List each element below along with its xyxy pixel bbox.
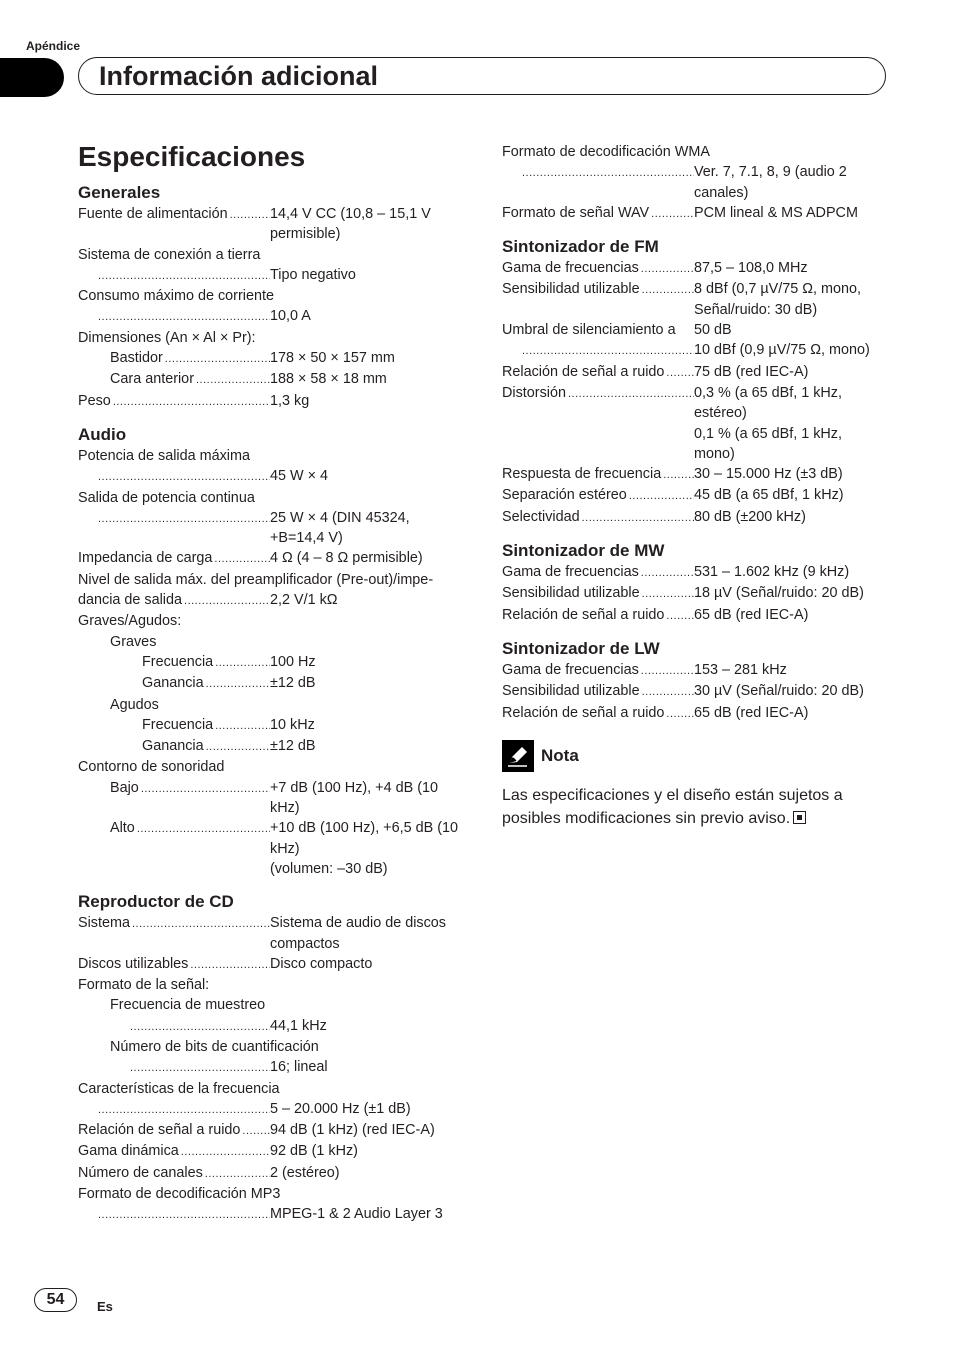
- spec-row: [502, 258, 884, 279]
- end-of-section-icon: [793, 811, 806, 824]
- spec-row: [502, 362, 884, 383]
- note-text: [502, 784, 884, 830]
- section-tab: [0, 58, 64, 97]
- spec-row: [502, 703, 884, 724]
- spec-value: 178 × 50 × 157 mm: [270, 350, 395, 367]
- spec-label: Frecuencia: [142, 716, 214, 733]
- spec-value: 153 – 281 kHz: [694, 661, 787, 678]
- spec-row: [78, 204, 460, 245]
- note-header: [502, 740, 884, 772]
- spec-label: Separación estéreo: [502, 487, 627, 504]
- cd-section: [78, 891, 460, 1225]
- spec-label: Bastidor: [110, 350, 163, 367]
- spec-label: Frecuencia de muestreo: [110, 997, 266, 1014]
- spec-value: 531 – 1.602 kHz (9 kHz): [694, 564, 850, 581]
- spec-row: [502, 320, 884, 340]
- spec-label: Alto: [110, 820, 135, 837]
- spec-row: [502, 681, 884, 702]
- spec-row: [502, 507, 884, 528]
- spec-value: Sistema de audio de discos compactos: [270, 915, 446, 952]
- spec-row: [78, 1016, 460, 1037]
- spec-label: Frecuencia: [142, 653, 214, 670]
- spec-value: 65 dB (red IEC-A): [694, 704, 809, 721]
- spec-label: Respuesta de frecuencia: [502, 466, 662, 483]
- spec-value: Disco compacto: [270, 955, 373, 972]
- spec-label: Impedancia de carga: [78, 550, 213, 567]
- spec-label: Relación de señal a ruido: [502, 704, 665, 721]
- spec-row: [502, 279, 884, 320]
- spec-value: 44,1 kHz: [270, 1017, 327, 1034]
- spec-value: 75 dB (red IEC-A): [694, 363, 809, 380]
- spec-row: [78, 466, 460, 487]
- spec-value: 80 dB (±200 kHz): [694, 508, 806, 525]
- spec-row: [78, 548, 460, 569]
- spec-label: Bajo: [110, 779, 139, 796]
- section-heading: Sintonizador de FM: [502, 237, 659, 257]
- spec-value: 65 dB (red IEC-A): [694, 606, 809, 623]
- spec-value: 5 – 20.000 Hz (±1 dB): [270, 1100, 411, 1117]
- spec-row: [78, 673, 460, 694]
- spec-label: Sistema: [78, 915, 130, 932]
- spec-label: Selectividad: [502, 508, 580, 525]
- fm-section: [502, 236, 884, 528]
- spec-label: Características de la frecuencia: [78, 1080, 280, 1097]
- spec-label: Gama de frecuencias: [502, 260, 639, 277]
- note-title: Nota: [541, 745, 579, 765]
- spec-value: 1,3 kg: [270, 392, 310, 409]
- spec-row: [78, 652, 460, 673]
- spec-value: Tipo negativo: [270, 266, 356, 283]
- spec-row: [78, 715, 460, 736]
- spec-value: MPEG-1 & 2 Audio Layer 3: [270, 1206, 443, 1223]
- spec-label: Potencia de salida máxima: [78, 447, 250, 464]
- spec-label: Gama dinámica: [78, 1143, 179, 1160]
- spec-value: 16; lineal: [270, 1059, 328, 1076]
- spec-label: Sensibilidad utilizable: [502, 281, 640, 298]
- spec-value: 2 (estéreo): [270, 1164, 340, 1181]
- note-body: Las especificaciones y el diseño están sujetos a posibles modificaciones sin previo aviso.: [502, 786, 843, 827]
- spec-label: Cara anterior: [110, 371, 194, 388]
- spec-row: [502, 162, 884, 203]
- right-column: [502, 142, 884, 830]
- lw-section: [502, 638, 884, 724]
- spec-value: 30 µV (Señal/ruido: 20 dB): [694, 683, 864, 700]
- spec-value: 87,5 – 108,0 MHz: [694, 260, 808, 277]
- spec-label: Salida de potencia continua: [78, 489, 255, 506]
- spec-label: Fuente de alimentación: [78, 206, 228, 222]
- chapter-title: Información adicional: [99, 61, 379, 91]
- section-heading: Reproductor de CD: [78, 892, 234, 912]
- spec-row: [78, 348, 460, 369]
- language-code: Es: [97, 1299, 113, 1314]
- spec-row: [502, 562, 884, 583]
- spec-row: [78, 1204, 460, 1225]
- spec-row: [502, 605, 884, 626]
- section-heading: Audio: [78, 424, 127, 444]
- spec-row: [502, 383, 884, 464]
- spec-label: Ganancia: [142, 675, 204, 692]
- spec-label: Gama de frecuencias: [502, 661, 639, 678]
- spec-label: Dimensiones (An × Al × Pr):: [78, 329, 256, 346]
- spec-value: 10 kHz: [270, 716, 315, 733]
- section-label: Apéndice: [26, 39, 81, 53]
- mw-section: [502, 540, 884, 626]
- spec-label: Gama de frecuencias: [502, 564, 639, 581]
- spec-label: Distorsión: [502, 384, 566, 401]
- page-number: 54: [34, 1288, 77, 1312]
- spec-row: [78, 369, 460, 390]
- spec-row: [502, 485, 884, 506]
- spec-label: Formato de señal WAV: [502, 204, 650, 221]
- spec-label: Relación de señal a ruido: [502, 363, 665, 380]
- spec-value: 25 W × 4 (DIN 45324, +B=14,4 V): [270, 509, 410, 547]
- spec-label: Relación de señal a ruido: [502, 606, 665, 623]
- spec-value: 18 µV (Señal/ruido: 20 dB): [694, 585, 864, 602]
- generales-section: [78, 182, 460, 412]
- spec-value: PCM lineal & MS ADPCM: [694, 204, 858, 221]
- spec-label: Graves: [110, 633, 157, 650]
- chapter-title-bar: [78, 57, 886, 95]
- spec-label: Agudos: [110, 696, 159, 713]
- left-column: [78, 182, 460, 1238]
- spec-value: 2,2 V/1 kΩ: [270, 592, 338, 609]
- spec-label: Umbral de silenciamiento a: [502, 322, 676, 339]
- spec-row: [78, 590, 460, 611]
- spec-value: 10,0 A: [270, 308, 311, 325]
- spec-row: [78, 1163, 460, 1184]
- spec-value: 92 dB (1 kHz): [270, 1143, 358, 1160]
- spec-label: Sensibilidad utilizable: [502, 683, 640, 700]
- spec-row: [502, 464, 884, 485]
- spec-value: 0,1 % (a 65 dBf, 1 kHz, mono): [694, 425, 842, 462]
- spec-label: dancia de salida: [78, 592, 183, 609]
- spec-label: Discos utilizables: [78, 955, 189, 972]
- spec-row: [78, 913, 460, 954]
- spec-label: Consumo máximo de corriente: [78, 288, 274, 305]
- spec-row: [78, 306, 460, 327]
- spec-value: 100 Hz: [270, 653, 316, 670]
- spec-row: [78, 818, 460, 879]
- spec-row: [78, 391, 460, 412]
- spec-value: 30 – 15.000 Hz (±3 dB): [694, 466, 843, 483]
- spec-row: [78, 265, 460, 286]
- spec-label: Sistema de conexión a tierra: [78, 246, 261, 263]
- spec-value: 50 dB: [694, 322, 732, 339]
- spec-label: Número de canales: [78, 1164, 203, 1181]
- audio-section: [78, 424, 460, 879]
- spec-value: ±12 dB: [270, 675, 316, 692]
- spec-value: 8 dBf (0,7 µV/75 Ω, mono, Señal/ruido: 30 dB): [694, 281, 862, 318]
- section-heading: Sintonizador de LW: [502, 638, 660, 658]
- spec-label: Ganancia: [142, 738, 204, 755]
- spec-value: 0,3 % (a 65 dBf, 1 kHz, estéreo): [694, 384, 842, 422]
- spec-label: Número de bits de cuantificación: [110, 1038, 319, 1055]
- spec-row: [502, 583, 884, 604]
- spec-value: +10 dB (100 Hz), +6,5 dB (10 kHz): [270, 820, 458, 857]
- section-heading: Sintonizador de MW: [502, 541, 665, 561]
- section-heading: Generales: [78, 183, 161, 202]
- spec-row: [78, 736, 460, 757]
- pencil-icon: [502, 740, 534, 772]
- spec-row: [78, 508, 460, 549]
- spec-label: Contorno de sonoridad: [78, 759, 225, 776]
- spec-label: Sensibilidad utilizable: [502, 585, 640, 602]
- spec-value: 94 dB (1 kHz) (red IEC-A): [270, 1122, 435, 1139]
- spec-label: Formato de decodificación MP3: [78, 1186, 281, 1203]
- spec-row: [78, 1099, 460, 1120]
- spec-label: Relación de señal a ruido: [78, 1122, 241, 1139]
- spec-row: [78, 1141, 460, 1162]
- cd-section-continued: [502, 142, 884, 224]
- spec-value: +7 dB (100 Hz), +4 dB (10 kHz): [270, 779, 438, 817]
- spec-value: ±12 dB: [270, 738, 316, 755]
- spec-label: Graves/Agudos:: [78, 613, 182, 630]
- spec-row: [78, 778, 460, 819]
- spec-label: Peso: [78, 392, 111, 409]
- spec-row: [502, 340, 884, 361]
- spec-value: 14,4 V CC (10,8 – 15,1 V permisible): [270, 206, 431, 243]
- spec-value: 45 W × 4: [270, 468, 328, 485]
- spec-label: Formato de decodificación WMA: [502, 144, 710, 160]
- spec-row: [78, 1057, 460, 1078]
- spec-row: [78, 954, 460, 975]
- spec-label: Formato de la señal:: [78, 977, 210, 994]
- spec-value: 45 dB (a 65 dBf, 1 kHz): [694, 487, 844, 504]
- spec-value: 10 dBf (0,9 µV/75 Ω, mono): [694, 342, 870, 359]
- spec-label: Nivel de salida máx. del preamplificador (Pre-out)/impe-: [78, 571, 434, 588]
- spec-row: [502, 203, 884, 224]
- page-title: Especificaciones: [78, 141, 306, 172]
- spec-value: (volumen: –30 dB): [270, 860, 388, 877]
- spec-row: [78, 1120, 460, 1141]
- spec-row: [502, 660, 884, 681]
- spec-value: Ver. 7, 7.1, 8, 9 (audio 2 canales): [694, 164, 847, 201]
- spec-value: 188 × 58 × 18 mm: [270, 371, 387, 388]
- spec-value: 4 Ω (4 – 8 Ω permisible): [270, 550, 423, 567]
